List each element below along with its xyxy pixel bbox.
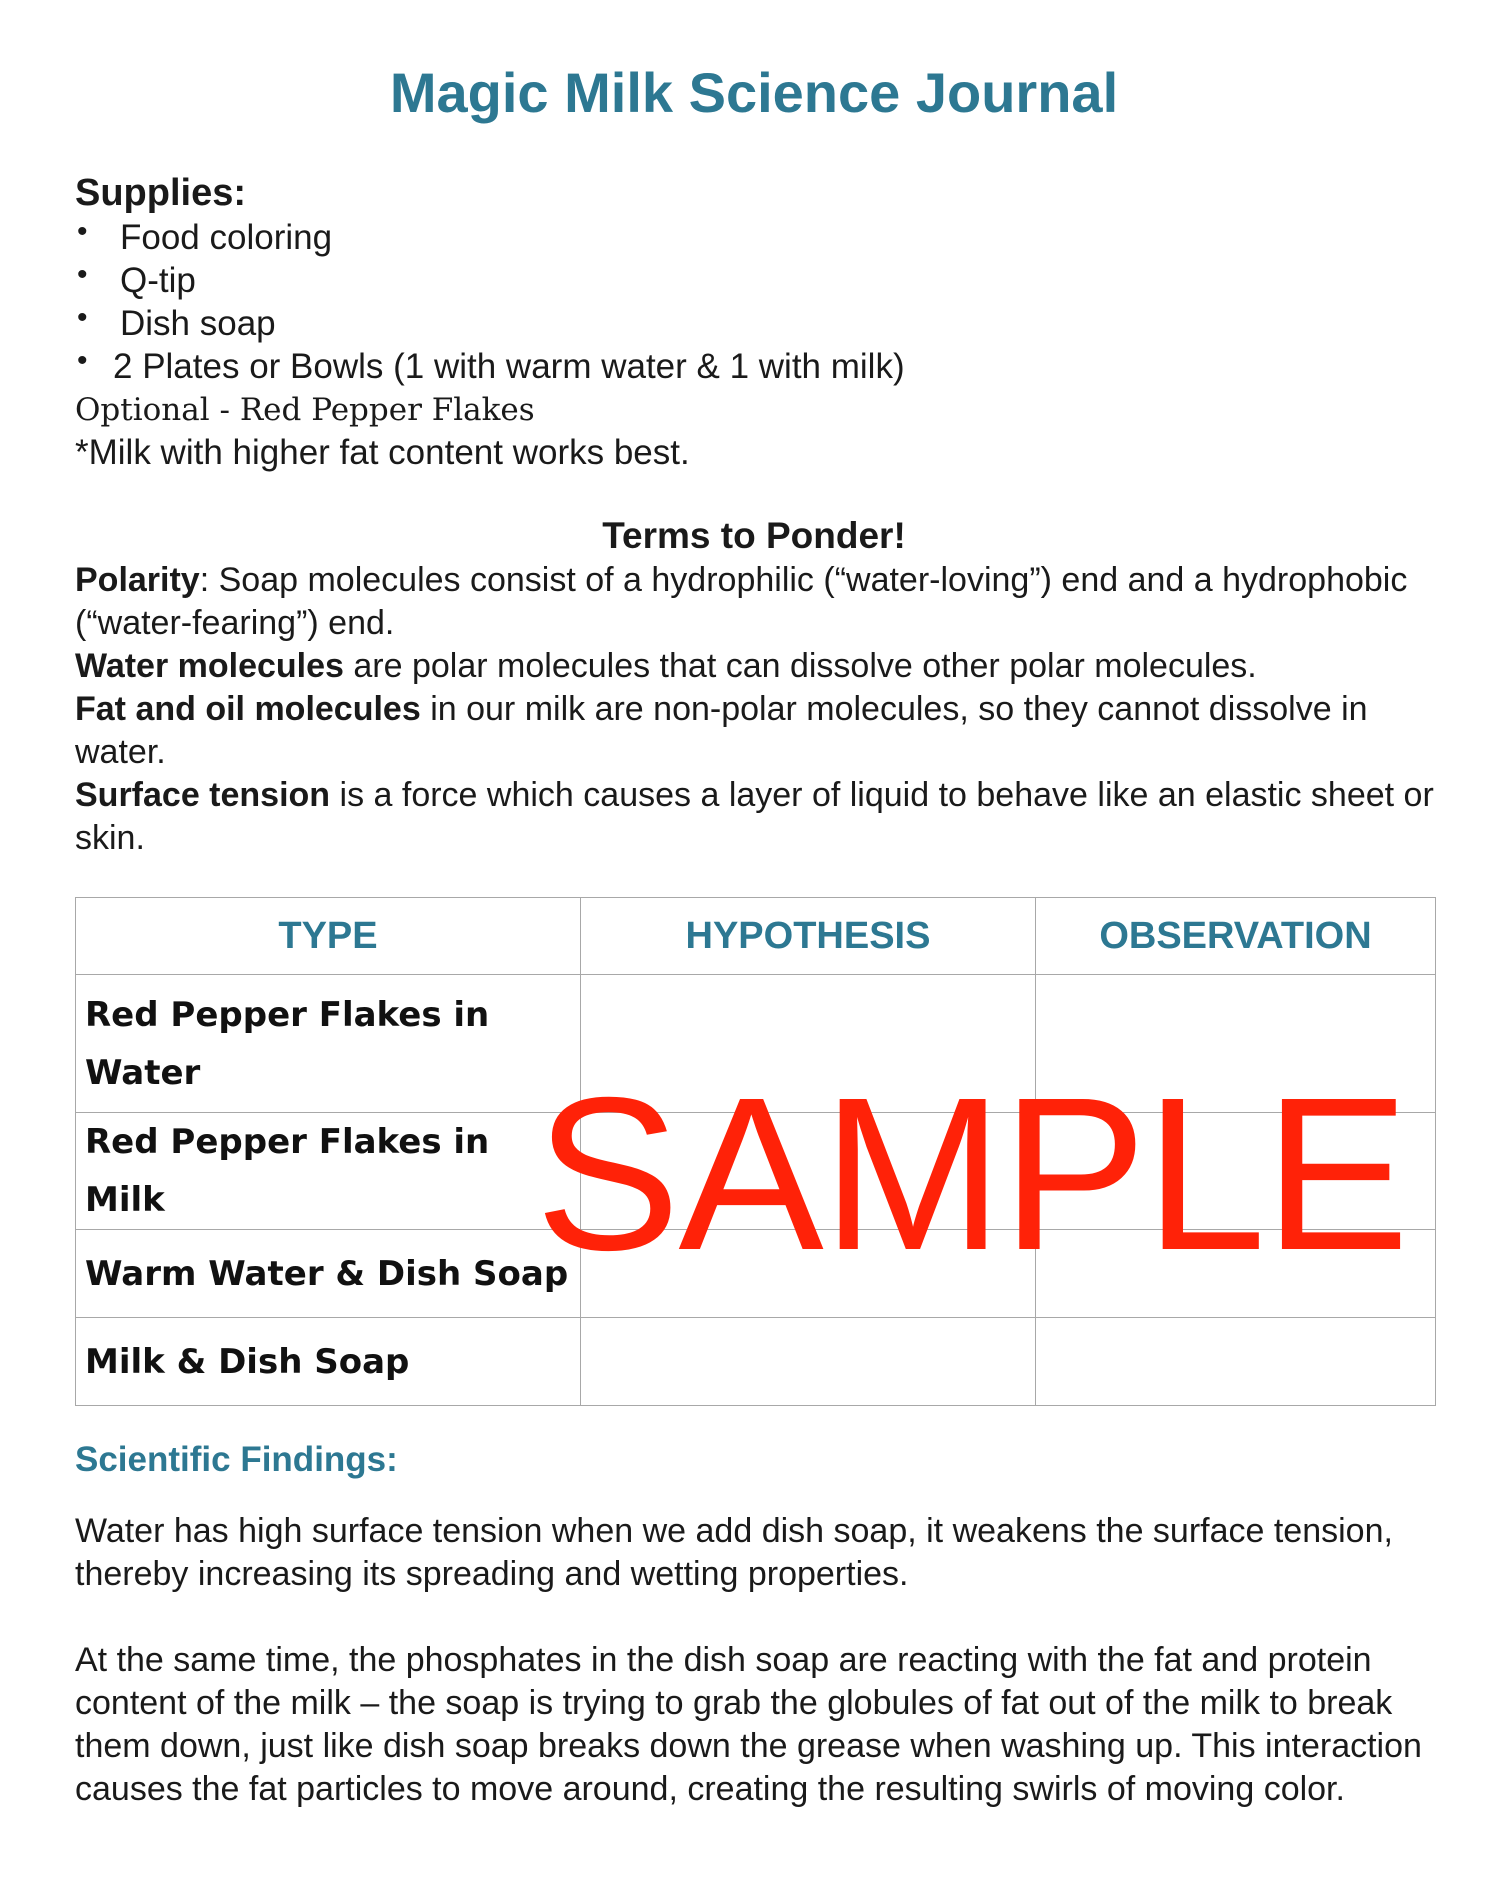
supply-item: • Q-tip (75, 259, 1435, 302)
type-cell: Red Pepper Flakes in Milk (76, 1113, 581, 1230)
term-name: Water molecules (75, 647, 344, 685)
type-cell: Red Pepper Flakes in Water (76, 975, 581, 1113)
term-definition: are polar molecules that can dissolve other polar molecules. (343, 647, 1257, 685)
supplies-heading: Supplies: (75, 172, 247, 214)
term-entry (75, 774, 1455, 860)
term-entry (75, 688, 1455, 774)
term-name: Surface tension (75, 776, 331, 814)
term-name: Fat and oil molecules (75, 690, 421, 728)
column-header-type: TYPE (76, 898, 581, 975)
term-definition: : Soap molecules consist of a hydrophilic (“water-loving”) end and a hydrophobic (“water-fearing”) end. (75, 561, 1408, 642)
term-definition: in our milk are non-polar molecules, so they cannot dissolve in water. (75, 690, 1368, 771)
findings-section (75, 1510, 1455, 1854)
supply-item: • 2 Plates or Bowls (1 with warm water & 1 with milk) (75, 345, 1435, 388)
findings-paragraph: Water has high surface tension when we add dish soap, it weakens the surface tension, thereby increasing its spreading and wetting properties. (75, 1512, 1393, 1593)
table-row (76, 1318, 1436, 1406)
supplies-note: *Milk with higher fat content works best. (75, 433, 690, 472)
page-title: Magic Milk Science Journal (389, 61, 1119, 124)
terms-section (75, 559, 1455, 860)
hypothesis-cell[interactable] (581, 1318, 1036, 1406)
terms-heading: Terms to Ponder! (602, 515, 906, 556)
observation-cell[interactable] (1036, 1318, 1436, 1406)
supply-item: • Dish soap (75, 302, 1435, 345)
term-definition: is a force which causes a layer of liquid to behave like an elastic sheet or skin. (75, 776, 1434, 857)
type-cell: Warm Water & Dish Soap (76, 1230, 581, 1318)
optional-supply: Optional - Red Pepper Flakes (75, 392, 535, 428)
term-name: Polarity (75, 561, 200, 599)
supplies-section (75, 170, 1435, 474)
column-header-observation: OBSERVATION (1036, 898, 1436, 975)
supply-item: • Food coloring (75, 216, 1435, 259)
term-entry (75, 645, 1455, 688)
findings-paragraph: At the same time, the phosphates in the dish soap are reacting with the fat and protein content of the milk – the soap is trying to grab the globules of fat out of the milk to break them down, just like dish soap breaks down the grease when washing up. This interaction causes the fat particles to move around, creating the resulting swirls of moving color. (75, 1641, 1422, 1808)
term-entry (75, 559, 1455, 645)
supplies-list (75, 216, 1435, 388)
column-header-hypothesis: HYPOTHESIS (581, 898, 1036, 975)
findings-heading: Scientific Findings: (75, 1440, 398, 1479)
sample-watermark: SAMPLE (535, 1053, 1408, 1296)
type-cell: Milk & Dish Soap (76, 1318, 581, 1406)
table-header-row (76, 898, 1436, 975)
